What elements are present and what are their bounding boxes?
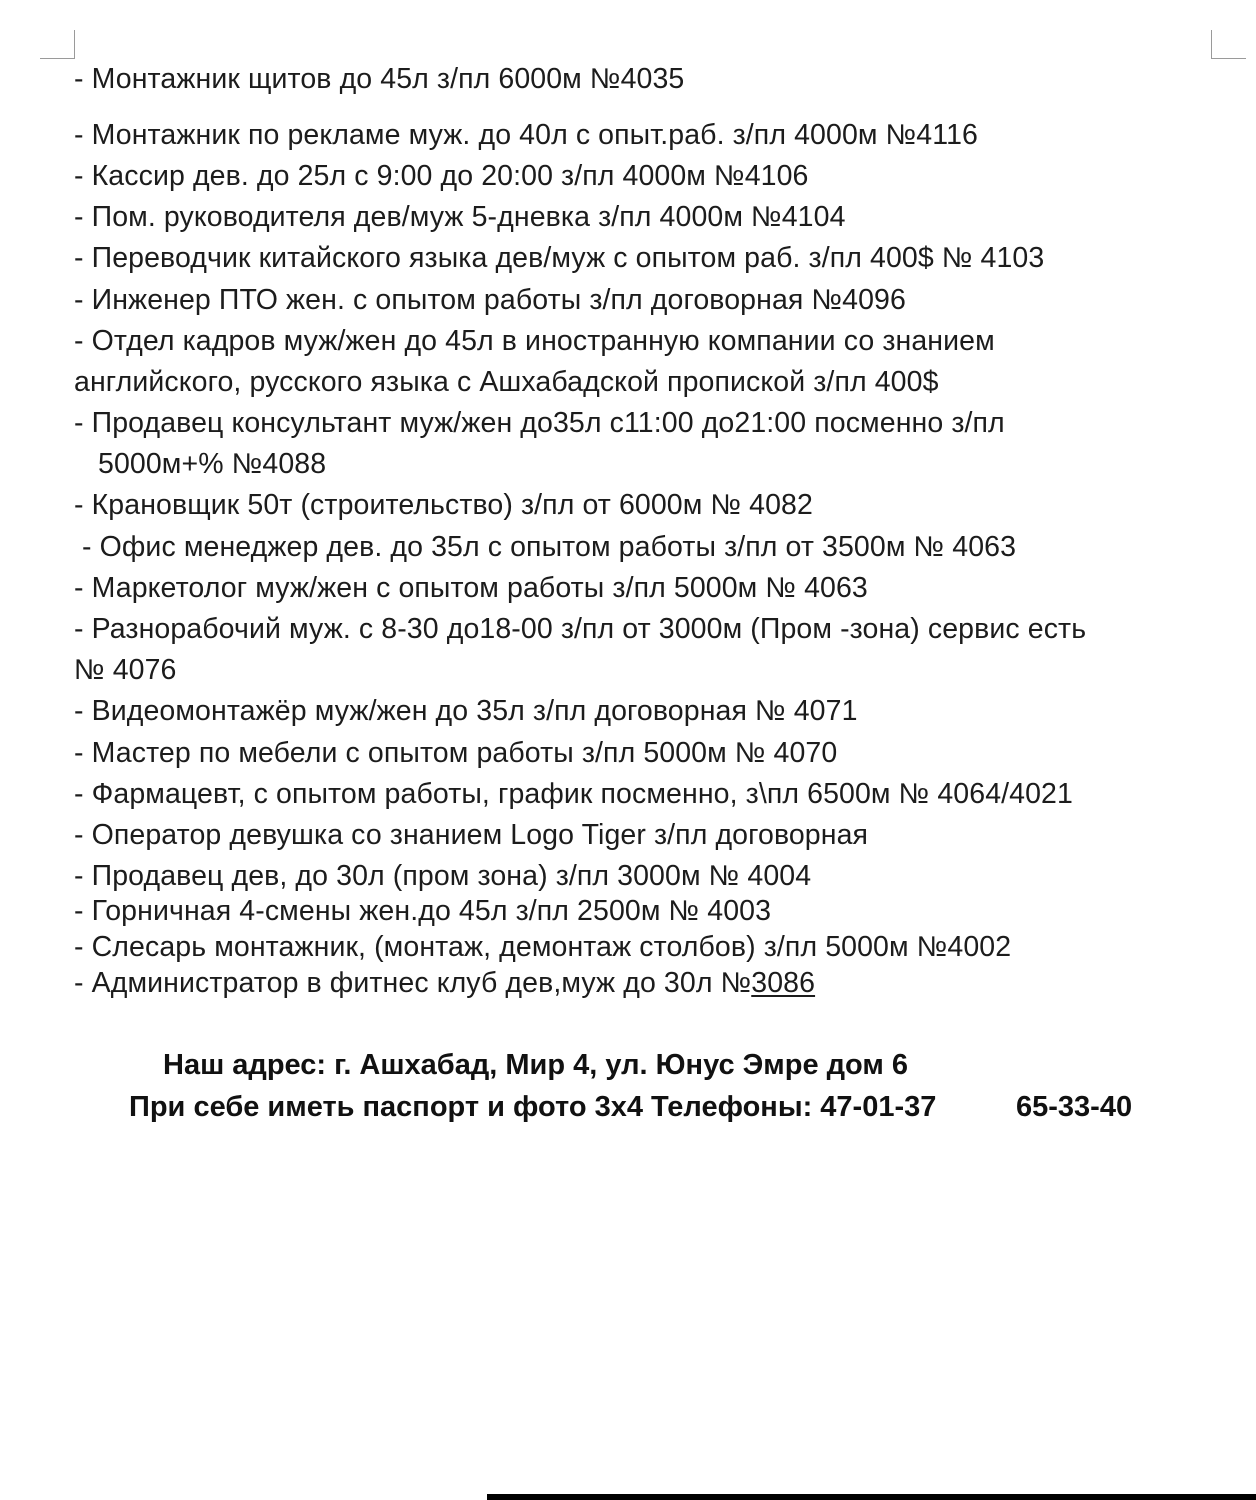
vacancy-text: - Администратор в фитнес клуб дев,муж до 30л № — [74, 967, 752, 999]
page-corner-mark-right — [1211, 30, 1246, 59]
page-corner-mark-left — [40, 30, 75, 59]
vacancy-line: - Мастер по мебели с опытом работы з/пл 5000м № 4070 — [74, 737, 838, 769]
phone-number-2: 65-33-40 — [1016, 1091, 1133, 1123]
vacancy-line: - Кассир дев. до 25л с 9:00 до 20:00 з/пл 4000м №4106 — [74, 160, 809, 192]
vacancy-line: - Фармацевт, с опытом работы, график посменно, з\пл 6500м № 4064/4021 — [74, 778, 1073, 810]
vacancy-line: - Разнорабочий муж. с 8-30 до18-00 з/пл от 3000м (Пром -зона) сервис есть — [74, 613, 1087, 645]
vacancy-line: - Продавец дев, до 30л (пром зона) з/пл 3000м № 4004 — [74, 860, 812, 892]
vacancy-line: - Продавец консультант муж/жен до35л с11:00 до21:00 посменно з/пл — [74, 407, 1005, 439]
vacancy-line-continuation: 5000м+% №4088 — [98, 448, 327, 480]
vacancy-line — [74, 966, 815, 1000]
vacancy-line: - Монтажник по рекламе муж. до 40л с опыт.раб. з/пл 4000м №4116 — [74, 119, 978, 151]
requirements-line: При себе иметь паспорт и фото 3х4 Телефоны: 47-01-37 — [129, 1091, 937, 1123]
vacancy-line: - Отдел кадров муж/жен до 45л в иностранную компании со знанием — [74, 325, 995, 357]
vacancy-line: - Оператор девушка со знанием Logo Tiger з/пл договорная — [74, 819, 869, 851]
vacancy-line: - Инженер ПТО жен. с опытом работы з/пл договорная №4096 — [74, 284, 906, 316]
address-line: Наш адрес: г. Ашхабад, Мир 4, ул. Юнус Эмре дом 6 — [163, 1049, 909, 1081]
vacancy-line: - Переводчик китайского языка дев/муж с опытом раб. з/пл 400$ № 4103 — [74, 242, 1045, 274]
vacancy-line-continuation: № 4076 — [74, 654, 177, 686]
vacancy-line: - Пом. руководителя дев/муж 5-дневка з/пл 4000м №4104 — [74, 201, 846, 233]
vacancy-line: - Слесарь монтажник, (монтаж, демонтаж столбов) з/пл 5000м №4002 — [74, 931, 1012, 963]
vacancy-line: - Видеомонтажёр муж/жен до 35л з/пл договорная № 4071 — [74, 695, 858, 727]
vacancy-number: 3086 — [751, 967, 816, 999]
vacancy-line: - Монтажник щитов до 45л з/пл 6000м №4035 — [74, 63, 685, 95]
bottom-edge-bar — [487, 1494, 1256, 1500]
vacancy-line: - Маркетолог муж/жен с опытом работы з/пл 5000м № 4063 — [74, 572, 868, 604]
vacancy-line: - Офис менеджер дев. до 35л с опытом работы з/пл от 3500м № 4063 — [82, 531, 1017, 563]
vacancy-line: - Горничная 4-смены жен.до 45л з/пл 2500м № 4003 — [74, 895, 772, 927]
vacancy-line: - Крановщик 50т (строительство) з/пл от 6000м № 4082 — [74, 489, 813, 521]
vacancy-line-continuation: английского, русского языка с Ашхабадской пропиской з/пл 400$ — [74, 366, 939, 398]
